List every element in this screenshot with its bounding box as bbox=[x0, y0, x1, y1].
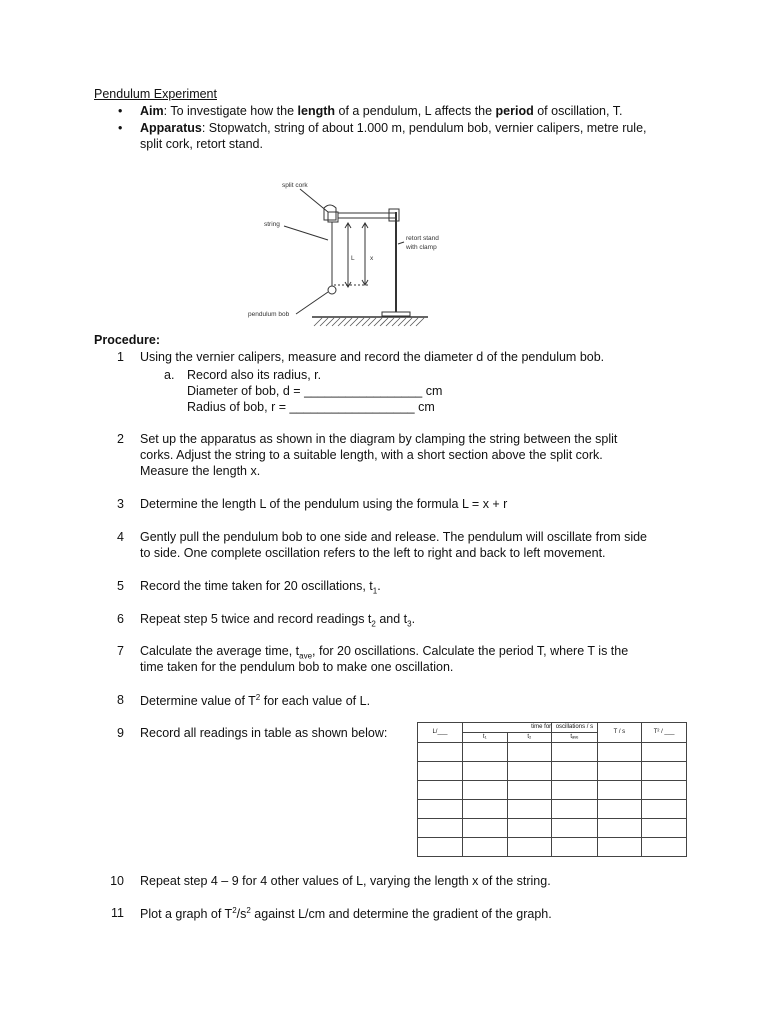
label-retort-stand: retort stand bbox=[406, 235, 439, 242]
step11-mid: /s bbox=[236, 907, 247, 922]
step-text: Measure the length x. bbox=[140, 464, 261, 478]
step6-text: Repeat step 5 twice and record readings t bbox=[140, 612, 372, 626]
step6-end: . bbox=[411, 612, 416, 626]
step-text bbox=[140, 612, 415, 629]
step11-text: Plot a graph of T bbox=[140, 907, 233, 922]
aim-text-mid: of a pendulum, L affects the bbox=[335, 104, 496, 118]
step-text: Gently pull the pendulum bob to one side and release. The pendulum will oscillate from side bbox=[140, 530, 648, 544]
step6-sub2: 3 bbox=[407, 619, 412, 629]
substep-text: Record also its radius, r. bbox=[187, 368, 322, 382]
t1-header: t₁ bbox=[462, 733, 507, 743]
aim-line bbox=[140, 104, 622, 118]
bullet-dot: • bbox=[118, 104, 123, 118]
step8-text: Determine value of T bbox=[140, 694, 256, 709]
apparatus-line2: split cork, retort stand. bbox=[140, 137, 263, 151]
label-split-cork: split cork bbox=[282, 182, 308, 189]
step5-text: Record the time taken for 20 oscillations, t bbox=[140, 579, 373, 593]
aim-text: : To investigate how the bbox=[163, 104, 298, 118]
label-with-clamp: with clamp bbox=[406, 244, 437, 251]
step-text bbox=[140, 579, 381, 596]
step-number: 7 bbox=[117, 644, 124, 658]
radius-line: Radius of bob, r = __________________ cm bbox=[187, 400, 435, 414]
step-text: time taken for the pendulum bob to make one oscillation. bbox=[140, 660, 454, 674]
step-text: Using the vernier calipers, measure and record the diameter d of the pendulum bob. bbox=[140, 350, 605, 364]
step-number: 9 bbox=[117, 726, 124, 740]
step8-rest: for each value of L. bbox=[260, 694, 371, 709]
step-text bbox=[140, 906, 552, 921]
pendulum-diagram bbox=[244, 174, 440, 330]
aim-bold-length: length bbox=[297, 104, 336, 118]
table-row bbox=[418, 819, 687, 838]
substep-letter: a. bbox=[164, 368, 175, 382]
step-number: 4 bbox=[117, 530, 124, 544]
label-pendulum-bob: pendulum bob bbox=[248, 311, 290, 318]
aim-label: Aim bbox=[140, 104, 164, 118]
table-row bbox=[418, 800, 687, 819]
time-for-header: time for bbox=[462, 723, 551, 733]
aim-text-after: of oscillation, T. bbox=[533, 104, 623, 118]
step-number: 2 bbox=[117, 432, 124, 446]
step7-text: Calculate the average time, t bbox=[140, 644, 300, 658]
step-text: Set up the apparatus as shown in the diagram by clamping the string between the split bbox=[140, 432, 618, 446]
step-number: 3 bbox=[117, 497, 124, 511]
table-header-row bbox=[418, 723, 687, 733]
aim-bold-period: period bbox=[495, 104, 534, 118]
step11-rest: against L/cm and determine the gradient of the graph. bbox=[250, 907, 552, 922]
tave-header: tₐᵥₑ bbox=[552, 733, 597, 743]
step8-sup: 2 bbox=[255, 693, 261, 702]
step-number: 11 bbox=[111, 906, 124, 920]
label-L: L bbox=[351, 255, 355, 262]
step-number: 10 bbox=[110, 874, 124, 888]
step6-sub1: 2 bbox=[371, 619, 376, 629]
col-L-header: L/___ bbox=[418, 723, 463, 743]
oscillations-header: oscillations / s bbox=[552, 723, 597, 733]
step7-sub: ave bbox=[299, 651, 313, 661]
apparatus-text: : Stopwatch, string of about 1.000 m, pendulum bob, vernier calipers, metre rule, bbox=[201, 121, 647, 135]
diameter-line: Diameter of bob, d = _________________ cm bbox=[187, 384, 443, 398]
col-T-header: T / s bbox=[597, 723, 642, 743]
step-text: Record all readings in table as shown below: bbox=[140, 726, 388, 740]
col-T2-header: T² / ___ bbox=[642, 723, 687, 743]
page-title: Pendulum Experiment bbox=[94, 87, 217, 101]
t2-header: t₂ bbox=[507, 733, 552, 743]
step-number: 5 bbox=[117, 579, 124, 593]
step5-sub: 1 bbox=[372, 586, 378, 596]
label-x: x bbox=[370, 255, 374, 262]
step11-sup1: 2 bbox=[232, 906, 237, 915]
step11-sup2: 2 bbox=[246, 906, 251, 915]
step7-rest: , for 20 oscillations. Calculate the period T, where T is the bbox=[312, 644, 629, 658]
step-text bbox=[140, 693, 370, 708]
label-string: string bbox=[264, 221, 280, 228]
step-number: 1 bbox=[117, 350, 124, 364]
step-text: corks. Adjust the string to a suitable length, with a short section above the split cork. bbox=[140, 448, 603, 462]
readings-table bbox=[417, 722, 687, 857]
table-row bbox=[418, 781, 687, 800]
step-text: Repeat step 4 – 9 for 4 other values of L, varying the length x of the string. bbox=[140, 874, 551, 888]
table-row bbox=[418, 838, 687, 857]
step-number: 8 bbox=[117, 693, 124, 707]
step-text: Determine the length L of the pendulum using the formula L = x + r bbox=[140, 497, 508, 511]
step-text bbox=[140, 644, 628, 661]
step5-end: . bbox=[377, 579, 381, 593]
procedure-heading: Procedure: bbox=[94, 333, 160, 347]
step-text: to side. One complete oscillation refers to the left to right and back to left movement. bbox=[140, 546, 606, 560]
step-number: 6 bbox=[117, 612, 124, 626]
table-row bbox=[418, 762, 687, 781]
apparatus-line bbox=[140, 121, 647, 135]
apparatus-label: Apparatus bbox=[140, 121, 202, 135]
table-row bbox=[418, 743, 687, 762]
step6-mid: and t bbox=[375, 612, 408, 626]
bullet-dot: • bbox=[118, 121, 123, 135]
